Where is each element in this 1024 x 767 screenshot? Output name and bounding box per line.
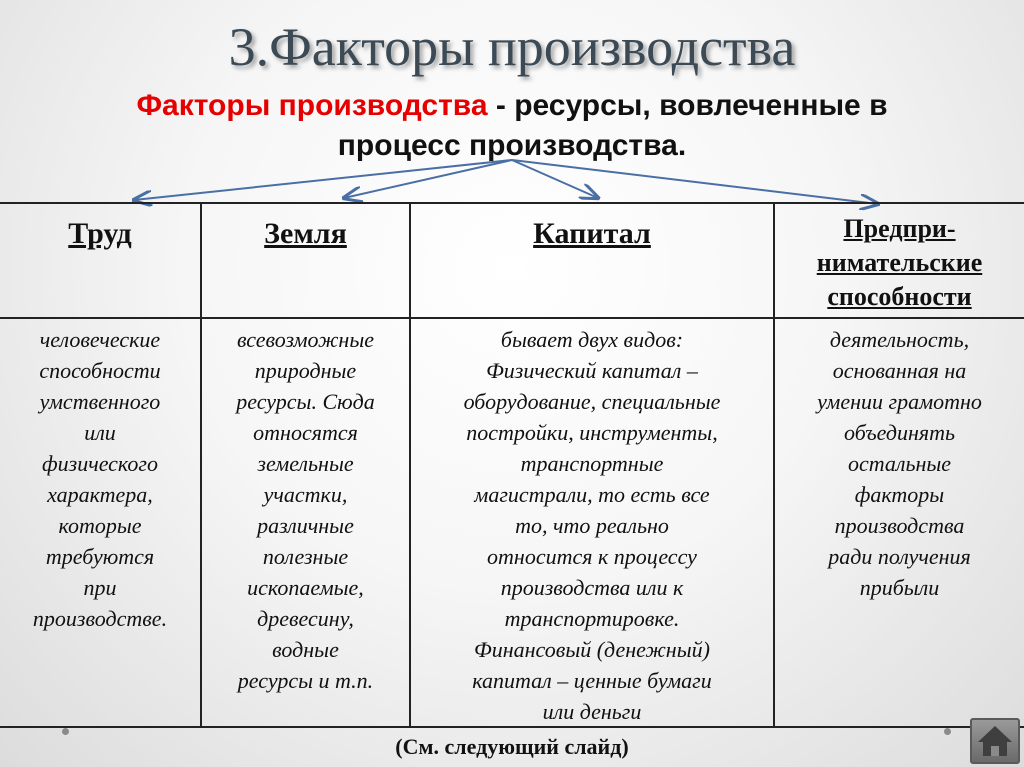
body-zemlya: всевозможные природные ресурсы. Сюда относятся земельные участки, различные полезные ископаемые, древесину, водные ресурсы и т.п. [236,327,375,693]
header-kapital: Капитал [533,217,651,250]
arrow-to-zemlya [344,160,512,198]
definition-text-line1: - ресурсы, вовлеченные в [487,89,888,122]
factors-table [0,202,1024,728]
header-zemlya: Земля [264,217,347,250]
header-divider [0,317,1024,319]
header-trud: Труд [68,217,132,250]
body-kapital: бывает двух видов: Физический капитал – оборудование, специальные постройки, инструменты, транспортные магистрали, то есть все то, что реально относится к процессу производства или к транспортировке. Финансовый (денежный) капитал – ценные бумаги или деньги [463,327,721,724]
next-slide-icon[interactable] [970,718,1020,764]
slide-title: 3.Факторы производства [228,17,796,77]
arrow-to-trud [134,160,512,200]
home-icon [972,720,1018,762]
body-trud: человеческие способности умственного или физического характера, которые требуются при производстве. [32,327,168,631]
definition-term: Факторы производства [136,89,488,122]
header-predprinimatelskie: Предпри- нимательские способности [816,214,983,311]
definition-text-line2: процесс производства. [337,129,687,162]
footer-note: (См. следующий слайд) [395,734,629,759]
arrow-to-predprinimatelskie [512,160,878,204]
body-predprinimatelskie: деятельность, основанная на умении грамотно объединять остальные факторы производства ради получения прибыли [817,327,982,600]
